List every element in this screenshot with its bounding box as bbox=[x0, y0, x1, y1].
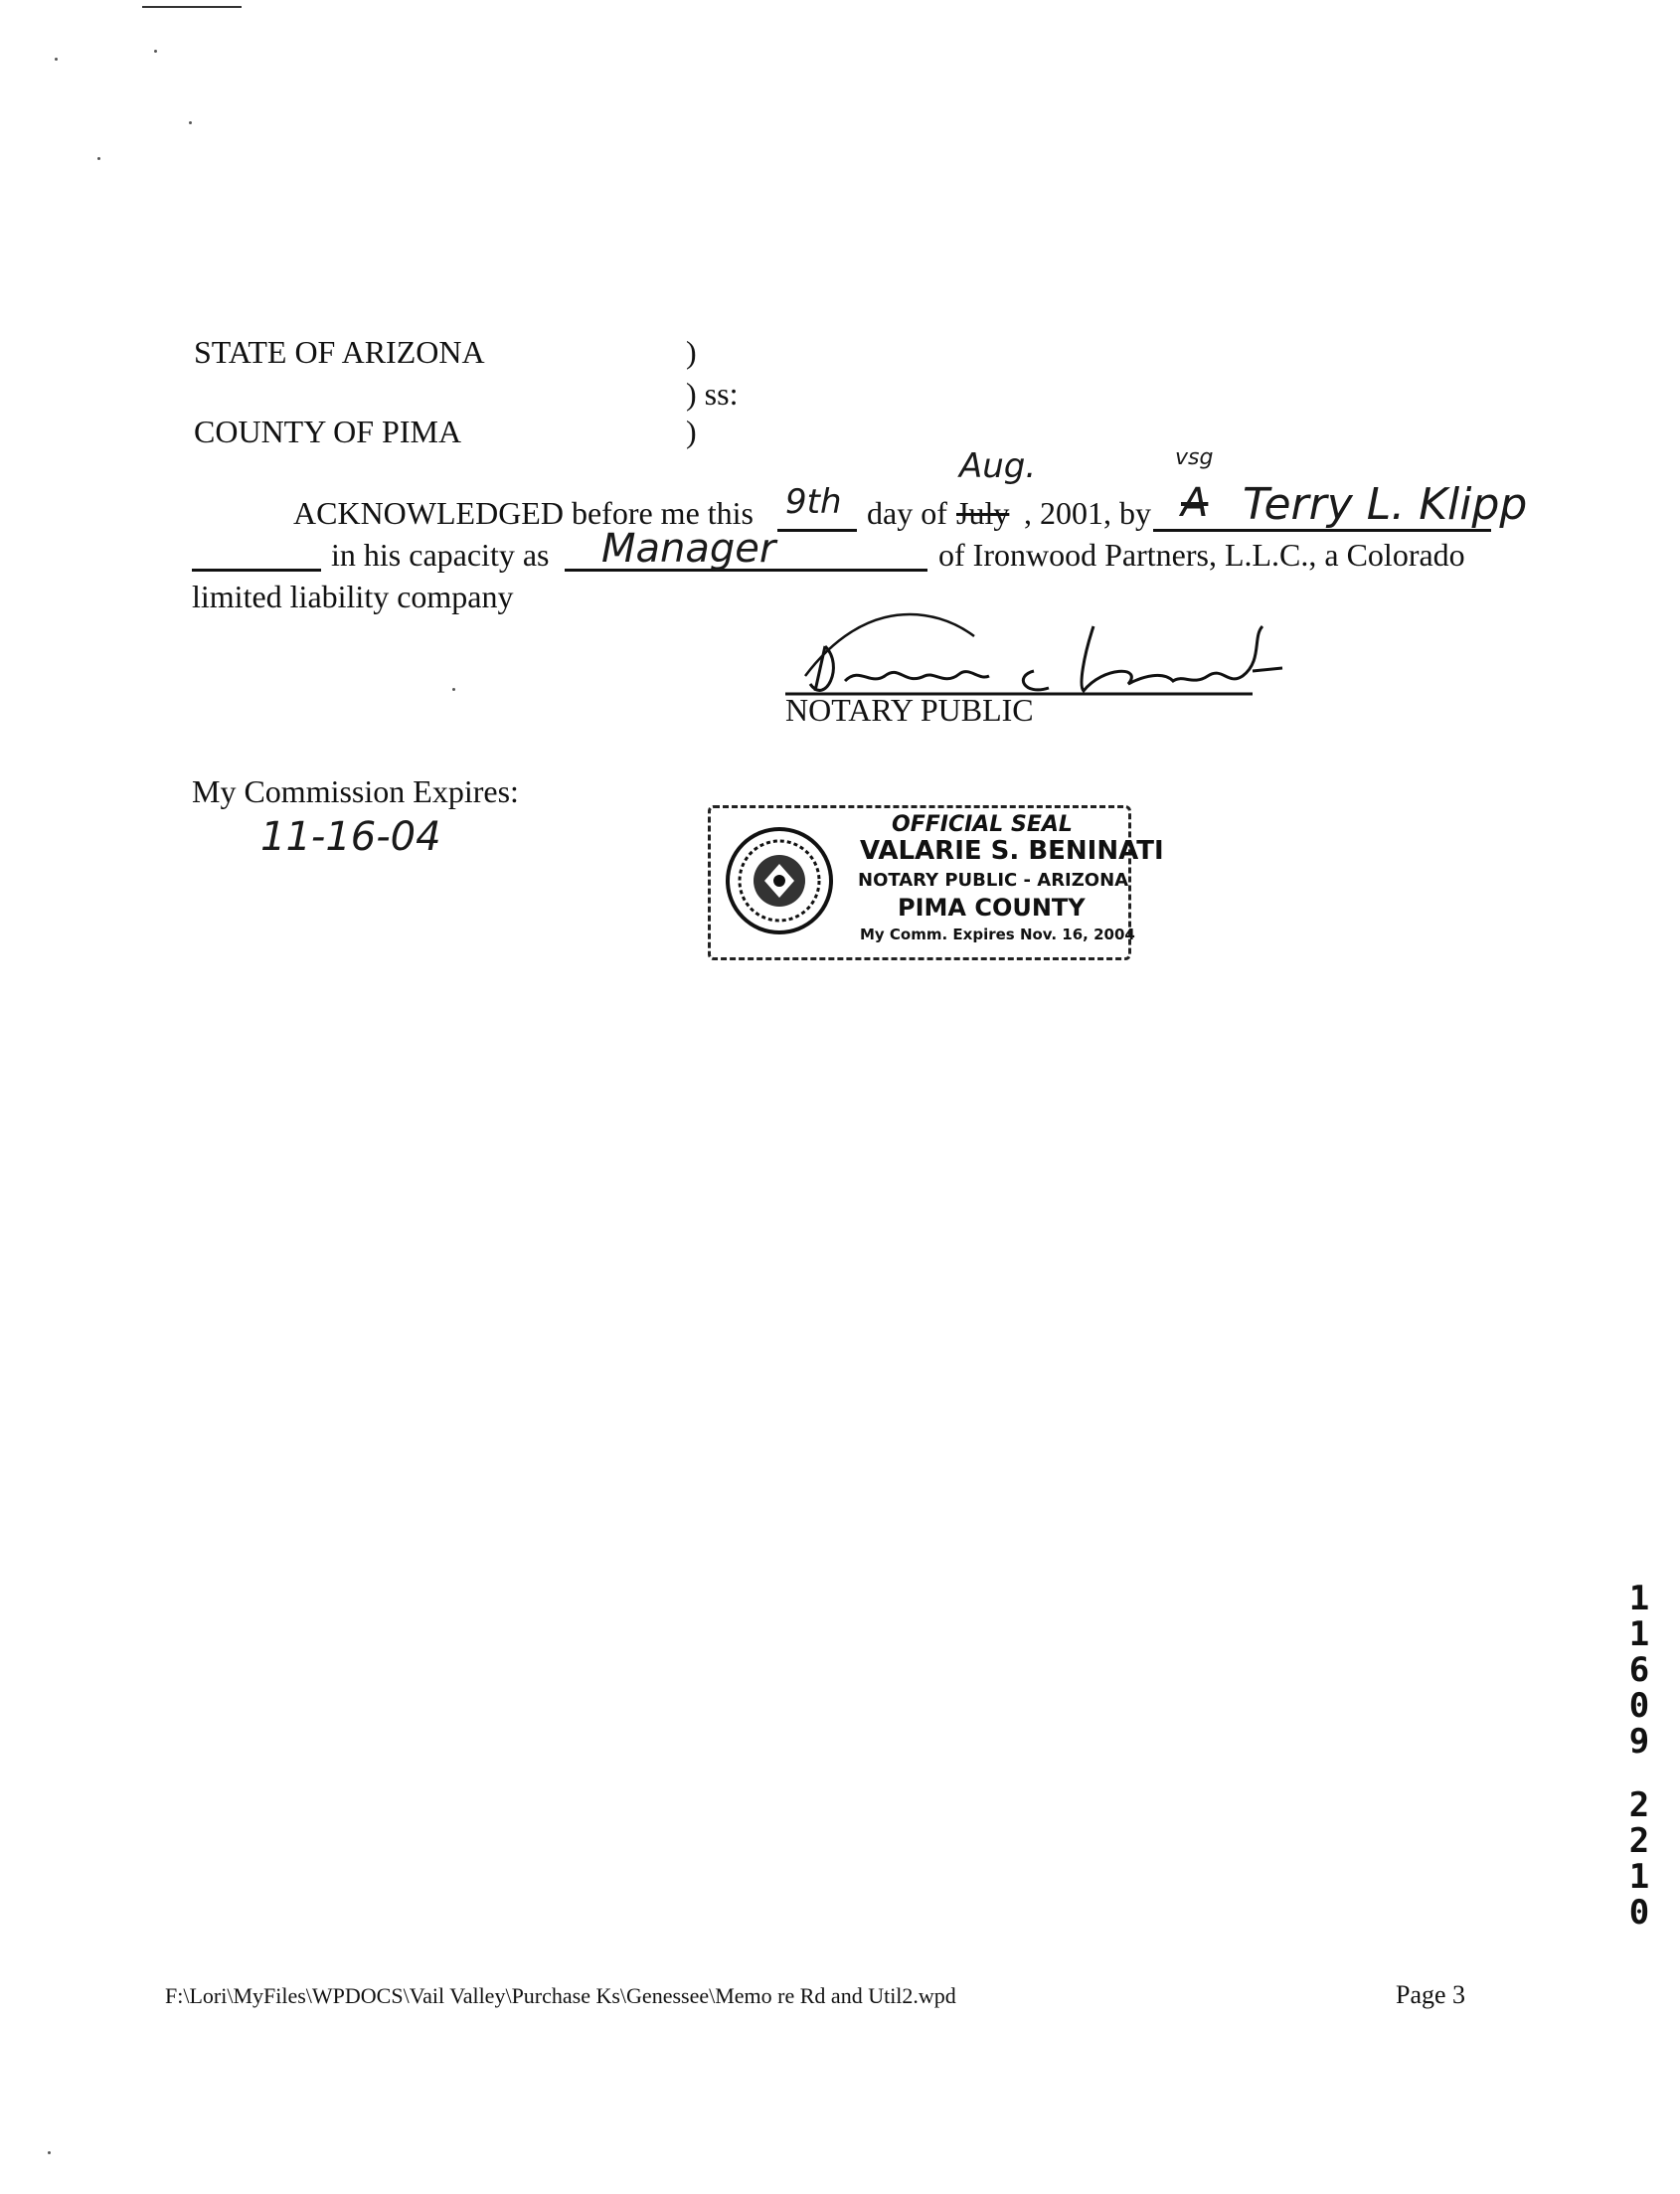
bates-digit: 1 bbox=[1628, 1857, 1650, 1897]
signer-initial-struck: A bbox=[1181, 480, 1209, 526]
footer-page-number: Page 3 bbox=[1396, 1980, 1466, 2009]
official-seal bbox=[708, 805, 1164, 960]
footer-file-path: F:\Lori\MyFiles\WPDOCS\Vail Valley\Purchase Ks\Genessee\Memo re Rd and Util2.wpd bbox=[165, 1983, 956, 2008]
bates-digit: 9 bbox=[1628, 1722, 1650, 1762]
county-label: COUNTY OF PIMA bbox=[194, 414, 462, 449]
stray-mark bbox=[154, 50, 157, 53]
company-text-cont: limited liability company bbox=[192, 579, 514, 614]
seal-line-2: VALARIE S. BENINATI bbox=[860, 836, 1164, 866]
month-inserted: Aug. bbox=[959, 446, 1037, 486]
bates-digit: 0 bbox=[1628, 1686, 1650, 1726]
company-text: of Ironwood Partners, L.L.C., a Colorado bbox=[938, 537, 1465, 573]
seal-emblem bbox=[725, 826, 834, 935]
venue-paren: ) bbox=[686, 334, 697, 370]
stray-mark bbox=[452, 688, 455, 691]
top-rule bbox=[142, 6, 242, 8]
seal-line-5: My Comm. Expires Nov. 16, 2004 bbox=[860, 926, 1135, 943]
stray-mark bbox=[48, 2151, 51, 2154]
bates-number bbox=[1624, 1581, 1654, 1931]
notary-public-label: NOTARY PUBLIC bbox=[785, 692, 1034, 728]
venue-paren: ) bbox=[686, 414, 697, 449]
name-blank bbox=[192, 569, 321, 572]
state-label: STATE OF ARIZONA bbox=[194, 334, 485, 370]
stray-mark bbox=[55, 58, 58, 61]
capacity-prefix: in his capacity as bbox=[331, 537, 550, 573]
commission-date: 11-16-04 bbox=[260, 814, 441, 860]
venue-paren-ss: ) ss: bbox=[686, 376, 739, 412]
bates-digit: 1 bbox=[1628, 1579, 1650, 1618]
commission-label: My Commission Expires: bbox=[192, 773, 519, 809]
capacity-handwritten: Manager bbox=[601, 526, 776, 572]
bates-digit: 1 bbox=[1628, 1614, 1650, 1654]
day-handwritten: 9th bbox=[785, 482, 842, 522]
signer-initials-above: vsg bbox=[1175, 445, 1214, 470]
seal-line-1: OFFICIAL SEAL bbox=[892, 812, 1073, 837]
bates-digit: 0 bbox=[1628, 1893, 1650, 1933]
stray-mark bbox=[189, 121, 192, 124]
ack-prefix: ACKNOWLEDGED before me this bbox=[293, 495, 754, 531]
day-blank bbox=[777, 529, 857, 532]
bates-digit: 6 bbox=[1628, 1650, 1650, 1690]
stray-mark bbox=[97, 157, 100, 160]
signer-handwritten: Terry L. Klipp bbox=[1243, 479, 1528, 530]
bates-digit: 2 bbox=[1628, 1785, 1650, 1825]
seal-line-4: PIMA COUNTY bbox=[898, 894, 1086, 922]
bates-digit: 2 bbox=[1628, 1821, 1650, 1861]
month-struck: July bbox=[956, 495, 1010, 531]
year-by: , 2001, by bbox=[1024, 495, 1151, 531]
seal-line-3: NOTARY PUBLIC - ARIZONA bbox=[858, 870, 1129, 891]
day-of-label: day of bbox=[867, 495, 947, 531]
